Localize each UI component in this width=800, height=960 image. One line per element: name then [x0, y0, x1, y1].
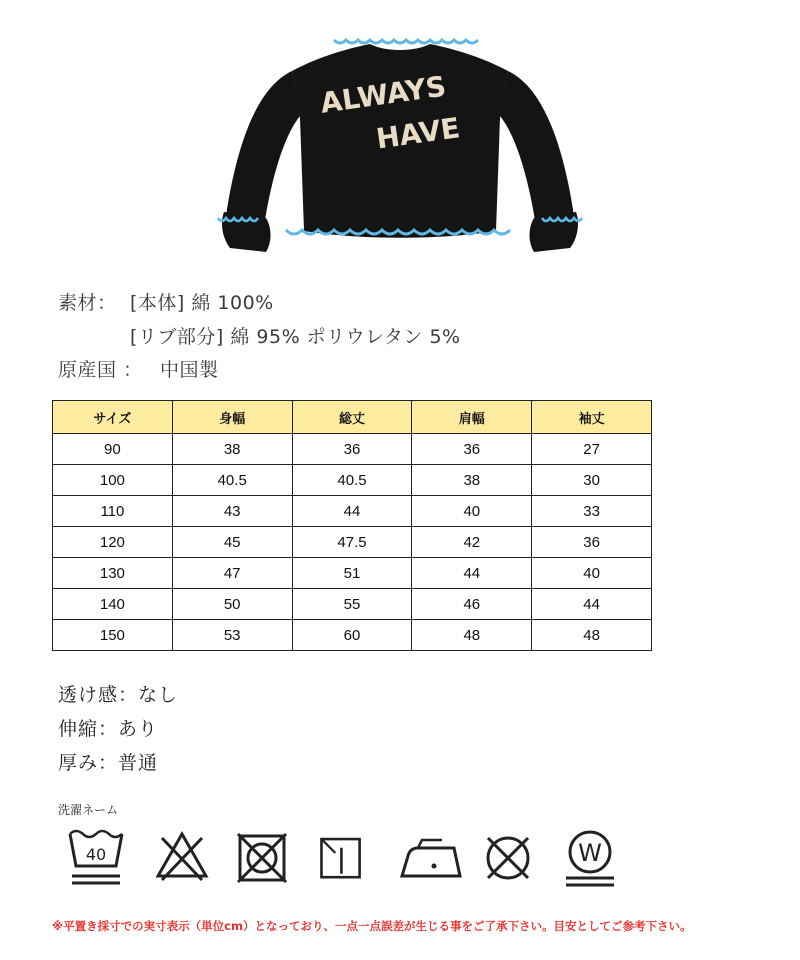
table-row: [53, 558, 652, 589]
material-label: 素材：: [58, 292, 117, 314]
iron-low-icon: [396, 826, 466, 892]
table-cell: 44: [412, 558, 532, 589]
table-cell: 50: [172, 589, 292, 620]
table-cell: 48: [532, 620, 652, 651]
table-cell: 53: [172, 620, 292, 651]
print-text-line2: HAVE: [374, 111, 462, 156]
origin-value: 中国製: [160, 359, 219, 381]
header-total-length: 総丈: [292, 401, 412, 434]
neck-trim: [334, 40, 478, 43]
wet-clean-letter: W: [578, 839, 602, 867]
table-cell: 40: [412, 496, 532, 527]
table-cell: 40.5: [292, 465, 412, 496]
table-cell: 36: [292, 434, 412, 465]
table-cell: 43: [172, 496, 292, 527]
origin-label: 原産国 ：: [58, 359, 143, 381]
table-cell: 40: [532, 558, 652, 589]
table-cell: 42: [412, 527, 532, 558]
table-cell: 140: [53, 589, 173, 620]
no-tumble-dry-icon: [232, 826, 292, 892]
no-dry-clean-icon: [478, 826, 538, 892]
transparency-line: 透け感：なし: [58, 684, 179, 706]
table-cell: 38: [412, 465, 532, 496]
left-cuff: [222, 212, 271, 252]
table-cell: 90: [53, 434, 173, 465]
table-cell: 38: [172, 434, 292, 465]
table-cell: 110: [53, 496, 173, 527]
table-cell: 60: [292, 620, 412, 651]
table-row: [53, 620, 652, 651]
right-sleeve: [500, 71, 574, 226]
header-shoulder-width: 肩幅: [412, 401, 532, 434]
wet-clean-gentle-icon: [560, 826, 620, 892]
table-cell: 55: [292, 589, 412, 620]
table-cell: 51: [292, 558, 412, 589]
care-title: 洗濯ネーム: [58, 803, 119, 817]
wash-40-gentle-icon: [66, 826, 126, 892]
table-header-row: [53, 401, 652, 434]
table-cell: 44: [292, 496, 412, 527]
header-sleeve-length: 袖丈: [532, 401, 652, 434]
table-cell: 46: [412, 589, 532, 620]
material-body: [本体] 綿 100%: [130, 292, 274, 314]
table-cell: 150: [53, 620, 173, 651]
table-cell: 36: [412, 434, 532, 465]
table-cell: 44: [532, 589, 652, 620]
table-cell: 27: [532, 434, 652, 465]
table-cell: 130: [53, 558, 173, 589]
stretch-line: 伸縮：あり: [58, 718, 159, 740]
table-row: [53, 589, 652, 620]
left-sleeve: [226, 71, 300, 226]
table-row: [53, 434, 652, 465]
header-chest-width: 身幅: [172, 401, 292, 434]
table-cell: 120: [53, 527, 173, 558]
table-cell: 100: [53, 465, 173, 496]
thickness-line: 厚み：普通: [58, 752, 159, 774]
print-text-line1: ALWAYS: [318, 69, 449, 120]
table-cell: 48: [412, 620, 532, 651]
right-cuff: [530, 212, 579, 252]
line-dry-shade-icon: [318, 826, 370, 892]
table-row: [53, 465, 652, 496]
material-rib: [リブ部分] 綿 95% ポリウレタン 5%: [130, 326, 461, 348]
table-cell: 47: [172, 558, 292, 589]
table-cell: 30: [532, 465, 652, 496]
no-bleach-icon: [152, 826, 212, 892]
table-cell: 45: [172, 527, 292, 558]
size-table: [52, 400, 652, 651]
table-cell: 36: [532, 527, 652, 558]
table-cell: 47.5: [292, 527, 412, 558]
table-cell: 40.5: [172, 465, 292, 496]
table-row: [53, 496, 652, 527]
product-image: [200, 26, 600, 266]
table-row: [53, 527, 652, 558]
wash-temp: 40: [85, 845, 107, 864]
header-size: サイズ: [53, 401, 173, 434]
measurement-footnote: ※平置き採寸での実寸表示（単位cm）となっており、一点一点誤差が生じる事をご了承下さい。目安としてご参考下さい。: [52, 919, 692, 933]
table-cell: 33: [532, 496, 652, 527]
